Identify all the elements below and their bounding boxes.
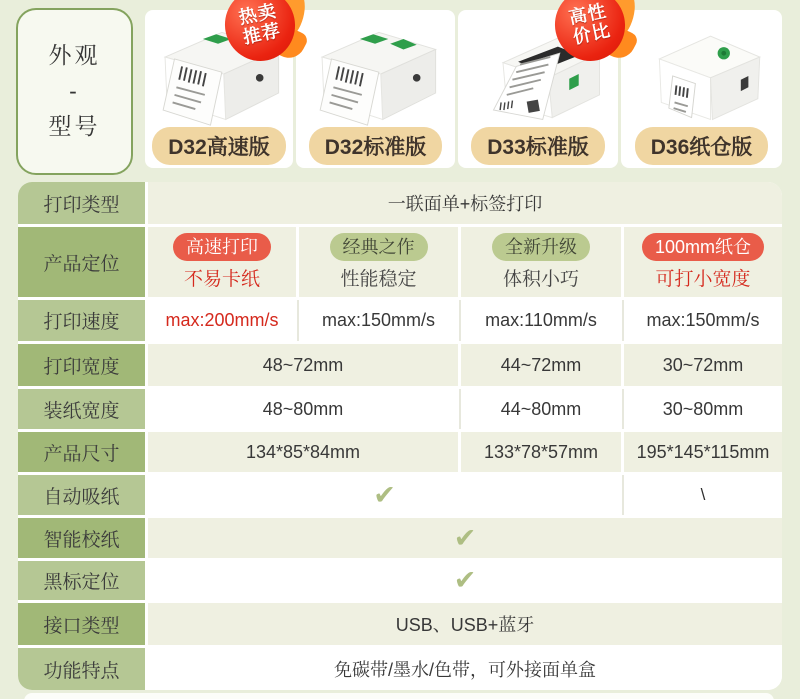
print-width-cell: 48~72mm — [148, 344, 458, 386]
printer-image-d36 — [621, 14, 782, 136]
model-name-pill: D32标准版 — [309, 127, 443, 165]
size-cell: 134*85*84mm — [148, 432, 458, 472]
row-label: 打印速度 — [18, 300, 145, 341]
table-row-smart-align — [18, 518, 782, 558]
not-available-mark: \ — [700, 485, 706, 504]
table-row-positioning — [18, 227, 782, 297]
positioning-pill: 经典之作 — [330, 233, 428, 261]
positioning-sub: 可打小宽度 — [655, 269, 751, 291]
model-name-pill: D36纸仓版 — [635, 127, 769, 165]
table-row-speed — [18, 300, 782, 341]
printer-illustration — [631, 18, 773, 132]
table-row-print-width — [18, 344, 782, 386]
paper-width-cell: 30~80mm — [624, 389, 782, 429]
speed-cell: max:200mm/s — [148, 300, 296, 341]
speed-cell: max:150mm/s — [624, 300, 782, 341]
product-card-d32-standard — [296, 10, 455, 168]
table-row-black-mark — [18, 561, 782, 600]
badge-line: 推荐 — [241, 20, 283, 48]
printer-image-d32-standard — [296, 14, 455, 136]
row-label: 黑标定位 — [18, 561, 145, 600]
print-width-cell: 30~72mm — [624, 344, 782, 386]
table-row-paper-width — [18, 389, 782, 429]
badge-line: 高性 — [567, 0, 609, 29]
row-label: 打印类型 — [18, 182, 145, 224]
positioning-sub: 不易卡纸 — [183, 269, 260, 291]
table-row-auto-feed — [18, 475, 782, 515]
model-name-pill: D33标准版 — [471, 127, 605, 165]
check-icon: ✔ — [453, 565, 477, 595]
row-label: 打印宽度 — [18, 344, 145, 386]
interface-value: USB、USB+蓝牙 — [148, 603, 782, 645]
table-row-interface — [18, 603, 782, 645]
row-label: 功能特点 — [18, 648, 145, 690]
paper-width-cell: 48~80mm — [148, 389, 458, 429]
badge-line: 价比 — [571, 20, 613, 48]
positioning-sub: 体积小巧 — [502, 269, 579, 291]
side-box-line: - — [69, 77, 80, 104]
paper-width-cell: 44~80mm — [461, 389, 621, 429]
table-row-size — [18, 432, 782, 472]
check-icon: ✔ — [453, 522, 477, 553]
positioning-pill: 100mm纸仓 — [642, 233, 764, 261]
positioning-cell — [624, 227, 782, 297]
positioning-cell — [461, 227, 621, 297]
speed-cell: max:110mm/s — [461, 300, 621, 341]
check-icon: ✔ — [373, 479, 396, 510]
row-label: 产品定位 — [18, 227, 145, 297]
next-section-edge — [24, 693, 774, 699]
features-value: 免碳带/墨水/色带，可外接面单盒 — [148, 648, 782, 690]
size-cell: 195*145*115mm — [624, 432, 782, 472]
smart-align-check — [148, 518, 782, 558]
print-width-cell: 44~72mm — [461, 344, 621, 386]
positioning-pill: 全新升级 — [492, 233, 590, 261]
printer-illustration — [305, 18, 447, 132]
row-label: 自动吸纸 — [18, 475, 145, 515]
positioning-cell — [299, 227, 458, 297]
table-row-features — [18, 648, 782, 690]
product-card-d36 — [621, 10, 782, 168]
speed-cell: max:150mm/s — [299, 300, 458, 341]
badge-line: 热卖 — [237, 0, 279, 29]
row-label: 接口类型 — [18, 603, 145, 645]
appearance-model-box — [16, 8, 133, 175]
positioning-cell — [148, 227, 296, 297]
row-label: 装纸宽度 — [18, 389, 145, 429]
black-mark-check — [148, 561, 782, 600]
size-cell: 133*78*57mm — [461, 432, 621, 472]
positioning-pill: 高速打印 — [173, 233, 271, 261]
auto-feed-check — [148, 475, 621, 515]
row-label: 产品尺寸 — [18, 432, 145, 472]
model-name-pill: D32高速版 — [152, 127, 286, 165]
side-box-line: 型号 — [48, 113, 101, 140]
table-row-print-type — [18, 182, 782, 224]
side-box-line: 外观 — [48, 42, 101, 69]
row-label: 智能校纸 — [18, 518, 145, 558]
print-type-value: 一联面单+标签打印 — [148, 182, 782, 224]
auto-feed-none — [624, 475, 782, 515]
positioning-sub: 性能稳定 — [340, 269, 417, 291]
spec-table — [18, 182, 782, 690]
